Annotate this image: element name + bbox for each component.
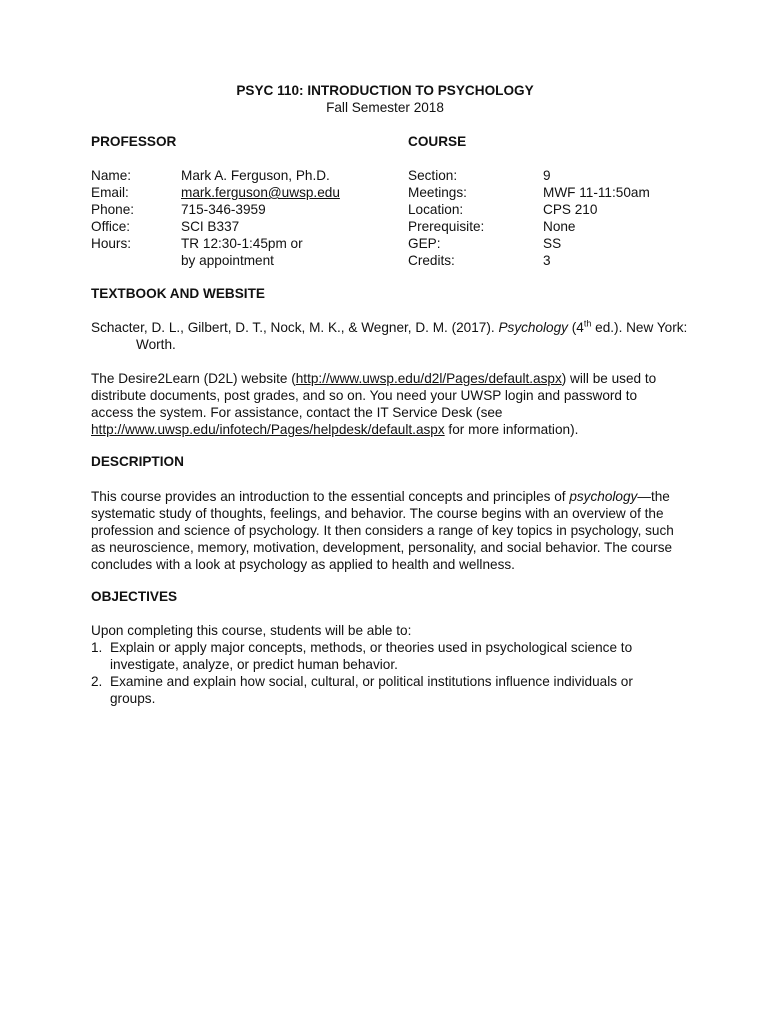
professor-hours-value-2: by appointment [181, 253, 274, 268]
description-text-2: —the systematic study of thoughts, feelings, and behavior. The course begins with an overview of the profession and science of psychology. It then considers a range of key topics in psychology, such as neuroscience, memory, motivation, development, personality, and social behavior. The course concludes with a look at psychology as applied to health and wellness. [91, 489, 674, 572]
textbook-citation [91, 319, 716, 353]
list-item [91, 673, 656, 707]
course-location-label: Location: [408, 202, 464, 217]
citation-title: Psychology [498, 320, 568, 335]
d2l-paragraph [91, 370, 676, 438]
objectives-block [91, 622, 656, 707]
objectives-heading: OBJECTIVES [91, 589, 178, 604]
professor-heading: PROFESSOR [91, 134, 177, 149]
professor-hours-value: TR 12:30-1:45pm or [181, 236, 303, 251]
course-prerequisite-label: Prerequisite: [408, 219, 485, 234]
list-item-text: Explain or apply major concepts, methods, or theories used in psychological science to investigate, analyze, or predict human behavior. [110, 640, 633, 672]
list-item [91, 639, 656, 673]
d2l-text-1: The Desire2Learn (D2L) website ( [91, 371, 296, 386]
textbook-heading: TEXTBOOK AND WEBSITE [91, 286, 265, 301]
citation-edition-pre: (4 [571, 320, 584, 335]
professor-email-label: Email: [91, 185, 129, 200]
d2l-text-3: for more information). [444, 422, 579, 437]
description-paragraph [91, 488, 681, 573]
citation-edition-post: ed.). New York: Worth. [136, 320, 688, 352]
professor-office-value: SCI B337 [181, 219, 240, 234]
description-heading: DESCRIPTION [91, 454, 184, 469]
course-gep-label: GEP: [408, 236, 441, 251]
course-meetings-value: MWF 11-11:50am [543, 185, 650, 200]
semester-label: Fall Semester 2018 [326, 100, 444, 115]
citation-authors: Schacter, D. L., Gilbert, D. T., Nock, M. K., & Wegner, D. M. (2017). [91, 320, 495, 335]
list-item-number: 2. [91, 674, 103, 689]
d2l-link[interactable]: http://www.uwsp.edu/d2l/Pages/default.aspx [295, 371, 562, 386]
professor-phone-value: 715-346-3959 [181, 202, 266, 217]
description-emphasis: psychology [569, 489, 638, 504]
professor-name-label: Name: [91, 168, 132, 183]
list-item-text: Examine and explain how social, cultural, or political institutions influence individuals or groups. [110, 674, 633, 706]
helpdesk-link[interactable]: http://www.uwsp.edu/infotech/Pages/helpdesk/default.aspx [91, 422, 445, 437]
course-location-value: CPS 210 [543, 202, 598, 217]
description-text-1: This course provides an introduction to the essential concepts and principles of [91, 489, 570, 504]
course-title: PSYC 110: INTRODUCTION TO PSYCHOLOGY [236, 83, 534, 98]
d2l-text-2: ) will be used to distribute documents, post grades, and so on. You need your UWSP login and password to access the system. For assistance, contact the IT Service Desk (see [91, 371, 657, 420]
professor-hours-label: Hours: [91, 236, 132, 251]
citation-edition-sup: th [583, 318, 592, 329]
course-section-value: 9 [543, 168, 551, 183]
professor-phone-label: Phone: [91, 202, 135, 217]
course-credits-value: 3 [543, 253, 551, 268]
professor-office-label: Office: [91, 219, 131, 234]
list-item-number: 1. [91, 640, 103, 655]
professor-email-link[interactable]: mark.ferguson@uwsp.edu [181, 185, 340, 200]
course-gep-value: SS [543, 236, 562, 251]
objectives-list [91, 639, 656, 707]
course-prerequisite-value: None [543, 219, 576, 234]
course-heading: COURSE [408, 134, 467, 149]
course-credits-label: Credits: [408, 253, 455, 268]
objectives-intro: Upon completing this course, students will be able to: [91, 623, 412, 638]
course-meetings-label: Meetings: [408, 185, 467, 200]
professor-name-value: Mark A. Ferguson, Ph.D. [181, 168, 330, 183]
course-section-label: Section: [408, 168, 458, 183]
